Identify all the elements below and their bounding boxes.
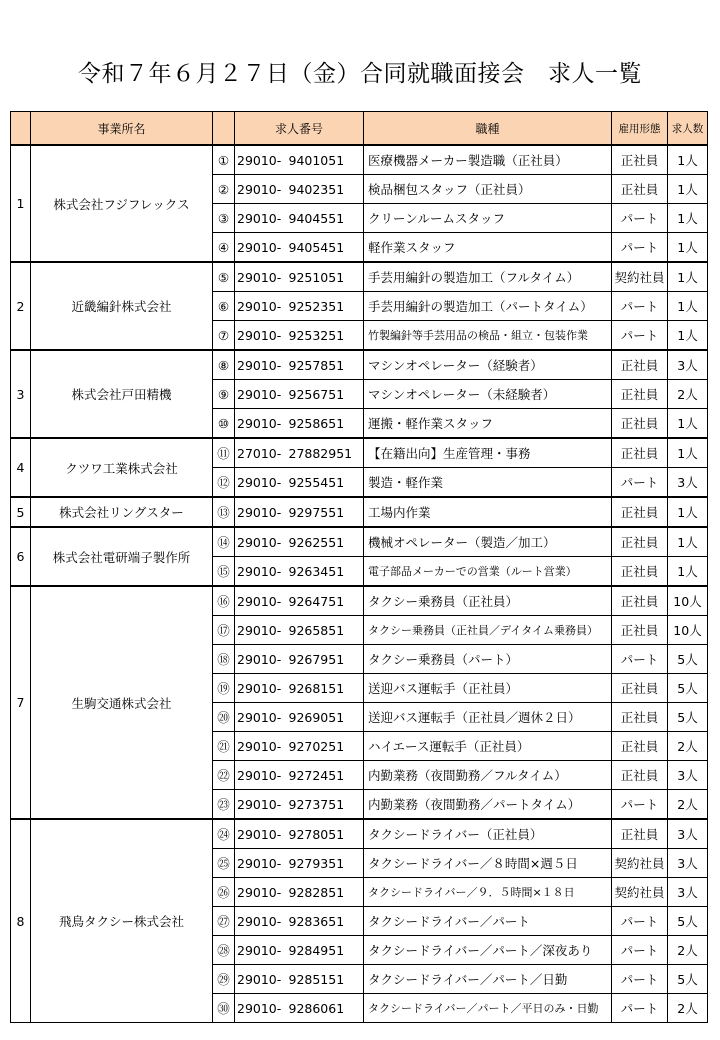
employment-type: 正社員 xyxy=(612,703,668,732)
employment-type: 正社員 xyxy=(612,732,668,761)
job-title: タクシー乗務員（パート） xyxy=(364,645,612,674)
employment-type: 正社員 xyxy=(612,557,668,587)
job-number-suffix: 9401051 xyxy=(287,145,364,175)
job-mark: ⑳ xyxy=(213,703,235,732)
opening-count: 2人 xyxy=(668,994,708,1023)
employment-type: パート xyxy=(612,468,668,498)
job-number-prefix: 29010- xyxy=(235,497,287,527)
job-number-prefix: 29010- xyxy=(235,175,287,204)
job-title: 検品梱包スタッフ（正社員） xyxy=(364,175,612,204)
job-number-prefix: 29010- xyxy=(235,616,287,645)
job-number-prefix: 29010- xyxy=(235,994,287,1023)
header-count: 求人数 xyxy=(668,112,708,146)
company-name: 株式会社リングスター xyxy=(31,497,213,527)
employment-type: 契約社員 xyxy=(612,849,668,878)
employment-type: パート xyxy=(612,645,668,674)
job-mark: ⑭ xyxy=(213,527,235,557)
job-title: 送迎バス運転手（正社員） xyxy=(364,674,612,703)
company-name: 株式会社電研端子製作所 xyxy=(31,527,213,586)
job-number-suffix: 9265851 xyxy=(287,616,364,645)
job-number-prefix: 29010- xyxy=(235,849,287,878)
employment-type: 正社員 xyxy=(612,586,668,616)
opening-count: 1人 xyxy=(668,438,708,468)
employment-type: 正社員 xyxy=(612,145,668,175)
opening-count: 2人 xyxy=(668,936,708,965)
job-number-prefix: 29010- xyxy=(235,380,287,409)
job-title: 工場内作業 xyxy=(364,497,612,527)
job-number-suffix: 9285151 xyxy=(287,965,364,994)
opening-count: 5人 xyxy=(668,907,708,936)
job-number-prefix: 29010- xyxy=(235,292,287,321)
table-row xyxy=(11,819,708,849)
employment-type: パート xyxy=(612,233,668,263)
job-number-prefix: 29010- xyxy=(235,409,287,439)
job-mark: ㉓ xyxy=(213,790,235,820)
job-mark: ㉑ xyxy=(213,732,235,761)
opening-count: 3人 xyxy=(668,819,708,849)
job-mark: ㉘ xyxy=(213,936,235,965)
opening-count: 10人 xyxy=(668,586,708,616)
opening-count: 5人 xyxy=(668,703,708,732)
table-row xyxy=(11,497,708,527)
job-mark: ㉕ xyxy=(213,849,235,878)
job-number-suffix: 9262551 xyxy=(287,527,364,557)
job-number-prefix: 29010- xyxy=(235,321,287,351)
employment-type: 正社員 xyxy=(612,497,668,527)
job-title: タクシードライバー／パート／深夜あり xyxy=(364,936,612,965)
header-job-no: 求人番号 xyxy=(235,112,364,146)
job-mark: ㉔ xyxy=(213,819,235,849)
company-number: 7 xyxy=(11,586,31,819)
job-title: 内勤業務（夜間勤務／フルタイム） xyxy=(364,761,612,790)
job-mark: ⑱ xyxy=(213,645,235,674)
job-title: 手芸用編針の製造加工（フルタイム） xyxy=(364,262,612,292)
job-mark: ⑬ xyxy=(213,497,235,527)
job-title: 医療機器メーカー製造職（正社員） xyxy=(364,145,612,175)
opening-count: 2人 xyxy=(668,732,708,761)
job-number-suffix: 9278051 xyxy=(287,819,364,849)
opening-count: 1人 xyxy=(668,262,708,292)
job-number-suffix: 9256751 xyxy=(287,380,364,409)
employment-type: パート xyxy=(612,790,668,820)
job-number-suffix: 9264751 xyxy=(287,586,364,616)
employment-type: 正社員 xyxy=(612,438,668,468)
opening-count: 10人 xyxy=(668,616,708,645)
company-number: 2 xyxy=(11,262,31,350)
job-title: 内勤業務（夜間勤務／パートタイム） xyxy=(364,790,612,820)
job-mark: ② xyxy=(213,175,235,204)
job-number-suffix: 9283651 xyxy=(287,907,364,936)
job-mark: ⑦ xyxy=(213,321,235,351)
job-number-suffix: 9270251 xyxy=(287,732,364,761)
company-number: 5 xyxy=(11,497,31,527)
employment-type: パート xyxy=(612,204,668,233)
job-number-prefix: 29010- xyxy=(235,674,287,703)
employment-type: 正社員 xyxy=(612,527,668,557)
job-number-suffix: 9258651 xyxy=(287,409,364,439)
job-title: 電子部品メーカーでの営業（ルート営業） xyxy=(364,557,612,587)
opening-count: 1人 xyxy=(668,204,708,233)
employment-type: パート xyxy=(612,994,668,1023)
job-mark: ⑤ xyxy=(213,262,235,292)
job-title: 軽作業スタッフ xyxy=(364,233,612,263)
job-mark: ⑯ xyxy=(213,586,235,616)
opening-count: 1人 xyxy=(668,527,708,557)
job-mark: ③ xyxy=(213,204,235,233)
employment-type: 正社員 xyxy=(612,350,668,380)
opening-count: 3人 xyxy=(668,350,708,380)
employment-type: 正社員 xyxy=(612,380,668,409)
job-number-suffix: 9251051 xyxy=(287,262,364,292)
header-employment: 雇用形態 xyxy=(612,112,668,146)
table-row xyxy=(11,350,708,380)
job-mark: ⑪ xyxy=(213,438,235,468)
job-number-prefix: 29010- xyxy=(235,350,287,380)
job-number-prefix: 29010- xyxy=(235,468,287,498)
company-name: 株式会社フジフレックス xyxy=(31,145,213,262)
table-body xyxy=(11,145,708,1023)
job-number-suffix: 9297551 xyxy=(287,497,364,527)
job-number-suffix: 9402351 xyxy=(287,175,364,204)
job-mark: ⑫ xyxy=(213,468,235,498)
job-number-prefix: 29010- xyxy=(235,907,287,936)
job-number-suffix: 9252351 xyxy=(287,292,364,321)
job-mark: ㉙ xyxy=(213,965,235,994)
opening-count: 3人 xyxy=(668,878,708,907)
job-mark: ⑨ xyxy=(213,380,235,409)
job-mark: ㉗ xyxy=(213,907,235,936)
job-number-suffix: 9269051 xyxy=(287,703,364,732)
job-number-prefix: 29010- xyxy=(235,233,287,263)
job-title: タクシー乗務員（正社員） xyxy=(364,586,612,616)
job-title: タクシードライバー／９．５時間×１８日 xyxy=(364,878,612,907)
table-row xyxy=(11,438,708,468)
table-row xyxy=(11,527,708,557)
company-number: 8 xyxy=(11,819,31,1023)
job-number-suffix: 9268151 xyxy=(287,674,364,703)
job-mark: ⑰ xyxy=(213,616,235,645)
opening-count: 1人 xyxy=(668,497,708,527)
job-number-prefix: 29010- xyxy=(235,936,287,965)
job-title: タクシードライバー／パート／日勤 xyxy=(364,965,612,994)
opening-count: 1人 xyxy=(668,557,708,587)
job-mark: ① xyxy=(213,145,235,175)
opening-count: 1人 xyxy=(668,145,708,175)
job-mark: ④ xyxy=(213,233,235,263)
job-number-prefix: 29010- xyxy=(235,527,287,557)
job-title: タクシードライバー（正社員） xyxy=(364,819,612,849)
employment-type: 正社員 xyxy=(612,175,668,204)
job-mark: ⑲ xyxy=(213,674,235,703)
job-mark: ㉚ xyxy=(213,994,235,1023)
job-title: クリーンルームスタッフ xyxy=(364,204,612,233)
company-number: 3 xyxy=(11,350,31,438)
company-name: 近畿編針株式会社 xyxy=(31,262,213,350)
job-number-prefix: 29010- xyxy=(235,586,287,616)
job-number-prefix: 29010- xyxy=(235,645,287,674)
job-title: 送迎バス運転手（正社員／週休２日） xyxy=(364,703,612,732)
company-number: 1 xyxy=(11,145,31,262)
job-number-suffix: 9255451 xyxy=(287,468,364,498)
employment-type: 契約社員 xyxy=(612,262,668,292)
opening-count: 1人 xyxy=(668,321,708,351)
employment-type: パート xyxy=(612,292,668,321)
header-mark-cell xyxy=(213,112,235,146)
job-number-prefix: 29010- xyxy=(235,878,287,907)
job-title: 製造・軽作業 xyxy=(364,468,612,498)
employment-type: 正社員 xyxy=(612,674,668,703)
table-header-row xyxy=(11,112,708,146)
opening-count: 1人 xyxy=(668,292,708,321)
job-number-prefix: 29010- xyxy=(235,965,287,994)
job-number-prefix: 29010- xyxy=(235,790,287,820)
job-title: タクシードライバー／パート xyxy=(364,907,612,936)
opening-count: 3人 xyxy=(668,761,708,790)
employment-type: パート xyxy=(612,936,668,965)
job-title: タクシードライバー／パート／平日のみ・日勤 xyxy=(364,994,612,1023)
header-company: 事業所名 xyxy=(31,112,213,146)
opening-count: 1人 xyxy=(668,233,708,263)
opening-count: 1人 xyxy=(668,409,708,439)
job-number-suffix: 9405451 xyxy=(287,233,364,263)
opening-count: 5人 xyxy=(668,645,708,674)
job-number-suffix: 9286061 xyxy=(287,994,364,1023)
job-title: タクシー乗務員（正社員／デイタイム乗務員） xyxy=(364,616,612,645)
job-title: マシンオペレーター（未経験者） xyxy=(364,380,612,409)
job-number-suffix: 9272451 xyxy=(287,761,364,790)
job-mark: ⑩ xyxy=(213,409,235,439)
job-number-suffix: 9282851 xyxy=(287,878,364,907)
table-row xyxy=(11,262,708,292)
job-mark: ⑧ xyxy=(213,350,235,380)
table-row xyxy=(11,145,708,175)
job-listing-table xyxy=(10,111,708,1023)
opening-count: 2人 xyxy=(668,790,708,820)
job-number-prefix: 29010- xyxy=(235,145,287,175)
employment-type: 正社員 xyxy=(612,819,668,849)
opening-count: 3人 xyxy=(668,849,708,878)
job-title: 手芸用編針の製造加工（パートタイム） xyxy=(364,292,612,321)
job-number-prefix: 29010- xyxy=(235,262,287,292)
job-number-prefix: 29010- xyxy=(235,732,287,761)
job-number-suffix: 9279351 xyxy=(287,849,364,878)
job-mark: ⑥ xyxy=(213,292,235,321)
job-number-suffix: 9267951 xyxy=(287,645,364,674)
job-number-prefix: 29010- xyxy=(235,204,287,233)
job-number-prefix: 29010- xyxy=(235,819,287,849)
job-number-suffix: 9273751 xyxy=(287,790,364,820)
job-title: 竹製編針等手芸用品の検品・組立・包装作業 xyxy=(364,321,612,351)
table-row xyxy=(11,586,708,616)
employment-type: パート xyxy=(612,907,668,936)
opening-count: 5人 xyxy=(668,674,708,703)
job-number-suffix: 27882951 xyxy=(287,438,364,468)
job-number-suffix: 9263451 xyxy=(287,557,364,587)
employment-type: 正社員 xyxy=(612,409,668,439)
opening-count: 2人 xyxy=(668,380,708,409)
employment-type: パート xyxy=(612,321,668,351)
employment-type: 契約社員 xyxy=(612,878,668,907)
company-name: 生駒交通株式会社 xyxy=(31,586,213,819)
header-index-cell xyxy=(11,112,31,146)
job-title: マシンオペレーター（経験者） xyxy=(364,350,612,380)
job-title: ハイエース運転手（正社員） xyxy=(364,732,612,761)
job-mark: ⑮ xyxy=(213,557,235,587)
job-number-suffix: 9257851 xyxy=(287,350,364,380)
opening-count: 1人 xyxy=(668,175,708,204)
job-title: 機械オペレーター（製造／加工） xyxy=(364,527,612,557)
job-number-suffix: 9253251 xyxy=(287,321,364,351)
job-title: 運搬・軽作業スタッフ xyxy=(364,409,612,439)
job-number-prefix: 29010- xyxy=(235,761,287,790)
job-number-suffix: 9404551 xyxy=(287,204,364,233)
opening-count: 5人 xyxy=(668,965,708,994)
employment-type: 正社員 xyxy=(612,616,668,645)
employment-type: パート xyxy=(612,965,668,994)
job-number-prefix: 29010- xyxy=(235,703,287,732)
company-number: 4 xyxy=(11,438,31,497)
page-title: 令和７年６月２７日（金）合同就職面接会 求人一覧 xyxy=(78,61,642,87)
job-mark: ㉒ xyxy=(213,761,235,790)
opening-count: 3人 xyxy=(668,468,708,498)
employment-type: 正社員 xyxy=(612,761,668,790)
company-name: クツワ工業株式会社 xyxy=(31,438,213,497)
job-mark: ㉖ xyxy=(213,878,235,907)
job-number-prefix: 27010- xyxy=(235,438,287,468)
job-title: タクシードライバー／８時間×週５日 xyxy=(364,849,612,878)
header-occupation: 職種 xyxy=(364,112,612,146)
company-name: 株式会社戸田精機 xyxy=(31,350,213,438)
job-title: 【在籍出向】生産管理・事務 xyxy=(364,438,612,468)
job-number-prefix: 29010- xyxy=(235,557,287,587)
job-number-suffix: 9284951 xyxy=(287,936,364,965)
company-name: 飛鳥タクシー株式会社 xyxy=(31,819,213,1023)
company-number: 6 xyxy=(11,527,31,586)
